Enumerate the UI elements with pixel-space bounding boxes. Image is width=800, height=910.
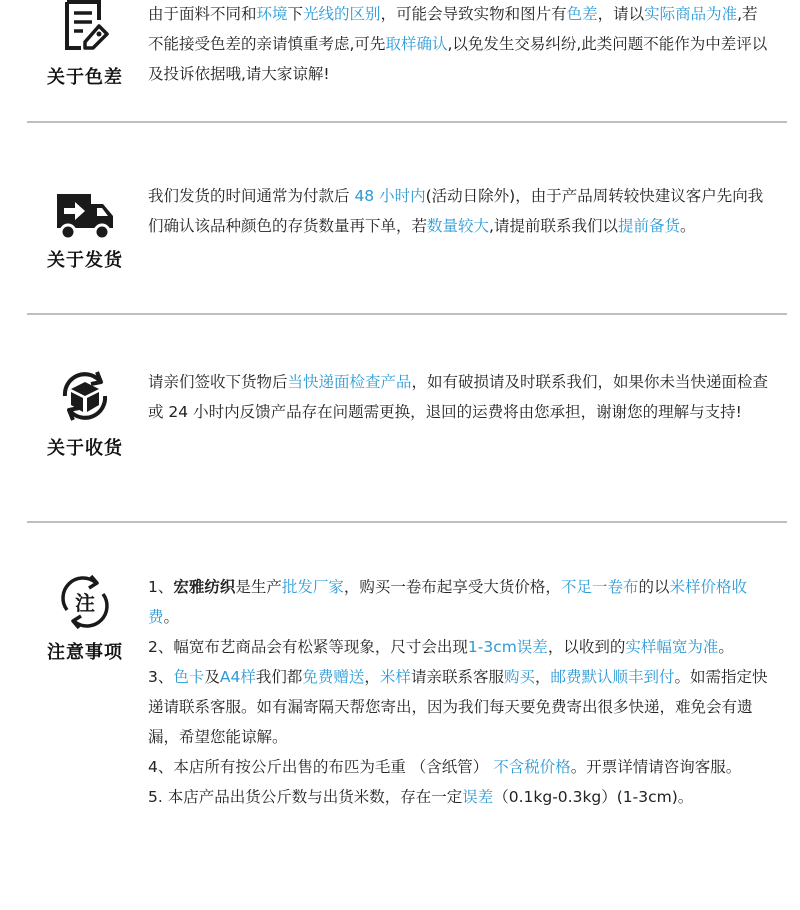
body-text: 2、幅宽布艺商品会有松紧等现象，尺寸会出现: [148, 638, 468, 656]
notes-list: [148, 572, 770, 812]
body-text: 1、: [148, 578, 174, 596]
highlight-text: 提前备货: [617, 217, 680, 235]
body-text: 及: [204, 668, 220, 686]
body-text: （0.1kg-0.3kg）(1-3cm)。: [493, 788, 694, 806]
body-text: 的以: [638, 578, 670, 596]
body-text: 由于面料不同和: [148, 5, 257, 23]
highlight-text: 购买: [503, 668, 535, 686]
body-text: 我们都: [255, 668, 303, 686]
divider: [27, 121, 787, 123]
highlight-text: 1-3cm误差: [467, 638, 548, 656]
body-text: ,请提前联系我们以: [489, 217, 618, 235]
highlight-text: 邮费默认顺丰到付: [550, 668, 675, 686]
body-text: ，可能会导致实物和图片有: [380, 5, 567, 23]
highlight-text: 免费赠送: [302, 668, 365, 686]
package-return-icon: [55, 366, 115, 426]
body-text: 下: [287, 5, 304, 23]
body-text: ，: [534, 668, 551, 686]
highlight-text: 色差: [566, 5, 598, 23]
highlight-text: 米样: [379, 668, 411, 686]
body-text: 。: [163, 608, 180, 626]
section-title: 关于发货: [47, 250, 123, 271]
body-text: ,以免发生交易纠纷,此类问题不能作为中差评以及投诉依据哦,请大家谅解!: [148, 35, 768, 83]
body-text: 3、: [148, 668, 174, 686]
document-tag-icon: [55, 0, 115, 60]
delivery-truck-icon: [55, 188, 115, 248]
body-text: 4、本店所有按公斤出售的布匹为毛重 （含纸管）: [148, 758, 494, 776]
highlight-text: 批发厂家: [281, 578, 344, 596]
highlight-text: 光线的区别: [303, 5, 381, 23]
highlight-text: 48 小时内: [354, 187, 426, 205]
section-body: [148, 181, 770, 241]
divider: [27, 521, 787, 523]
list-item: [148, 632, 770, 662]
highlight-text: 数量较大: [427, 217, 490, 235]
body-text: ,若不能接受色差的亲请慎重考虑,可先: [148, 5, 758, 53]
highlight-text: 当快递面检查产品: [287, 373, 412, 391]
list-item: [148, 662, 770, 752]
body-text: 请亲联系客服: [410, 668, 504, 686]
body-text: (活动日除外)，由于产品周转较快建议客户先向我们确认该品种颜色的存货数量再下单，若: [148, 187, 764, 235]
section-title: 注意事项: [47, 642, 123, 663]
highlight-text: 不含税价格: [493, 758, 571, 776]
highlight-text: 米样价格收费: [148, 578, 747, 626]
note-refresh-icon: [55, 572, 115, 632]
section-body: [148, 367, 770, 427]
body-text: ，如有破损请及时联系我们，如果你未当快递面检查或 24 小时内反馈产品存在问题需更换，退回的运费将由您承担，谢谢您的理解与支持!: [148, 373, 769, 421]
body-text: ，以收到的: [547, 638, 626, 656]
section-body: [148, 0, 770, 89]
body-text: 我们发货的时间通常为付款后: [148, 187, 355, 205]
body-text: 是生产: [235, 578, 282, 596]
note-icon-char: 注: [75, 591, 95, 615]
body-text: 宏雅纺织: [173, 578, 236, 596]
highlight-text: 取样确认: [385, 35, 448, 53]
list-item: [148, 782, 770, 812]
highlight-text: 不足一卷布: [560, 578, 639, 596]
section-title: 关于色差: [47, 67, 123, 88]
body-text: 。如需指定快递请联系客服。如有漏寄隔天帮您寄出，因为我们每天要免费寄出很多快递，难免会有遗漏，希望您能谅解。: [148, 668, 768, 746]
body-text: 。: [718, 638, 734, 656]
highlight-text: 色卡: [173, 668, 205, 686]
highlight-text: 环境: [256, 5, 288, 23]
body-text: ，请以: [597, 5, 645, 23]
list-item: [148, 572, 770, 632]
highlight-text: 误差: [462, 788, 494, 806]
section-title: 关于收货: [47, 438, 123, 459]
highlight-text: A4样: [219, 668, 256, 686]
body-text: 。开票详情请咨询客服。: [570, 758, 742, 776]
list-item: [148, 752, 770, 782]
body-text: 。: [679, 217, 696, 235]
highlight-text: 实际商品为准: [644, 5, 738, 23]
body-text: 5. 本店产品出货公斤数与出货米数，存在一定: [148, 788, 463, 806]
body-text: ，购买一卷布起享受大货价格，: [343, 578, 561, 596]
highlight-text: 实样幅宽为准: [625, 638, 719, 656]
body-text: ，: [364, 668, 380, 686]
body-text: 请亲们签收下货物后: [148, 373, 288, 391]
divider: [27, 313, 787, 315]
